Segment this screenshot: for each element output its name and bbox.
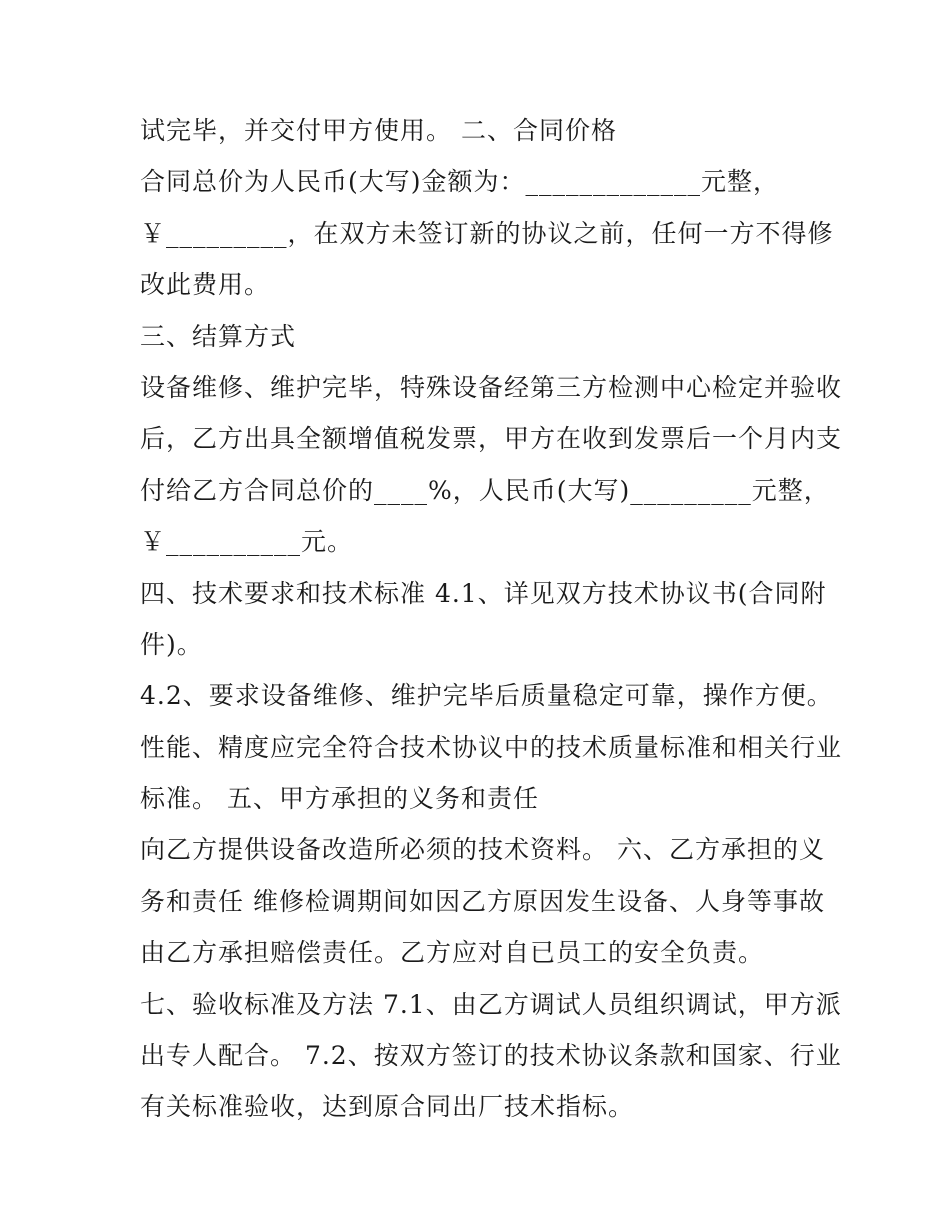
text-line: 付给乙方合同总价的____%，人民币(大写)_________元整， [140,475,830,505]
text-line: ￥_________，在双方未签订新的协议之前，任何一方不得修 [140,218,834,248]
text-line: 四、技术要求和技术标准 4.1、详见双方技术协议书(合同附 [140,578,827,608]
text-line: 合同总价为人民币(大写)金额为：_____________元整， [140,167,780,197]
text-line: 出专人配合。 7.2、按双方签订的技术协议条款和国家、行业 [140,1041,842,1071]
text-line: 设备维修、维护完毕，特殊设备经第三方检测中心检定并验收 [140,372,843,402]
text-line: 后，乙方出具全额增值税发票，甲方在收到发票后一个月内支 [140,424,843,454]
text-line: 改此费用。 [140,270,271,300]
text-line: ￥__________元。 [140,527,354,557]
text-line: 务和责任 维修检调期间如因乙方原因发生设备、人身等事故 [140,886,825,916]
text-line: 有关标准验收，达到原合同出厂技术指标。 [140,1092,635,1122]
text-line: 试完毕，并交付甲方使用。 二、合同价格 [140,116,617,145]
text-line: 由乙方承担赔偿责任。乙方应对自已员工的安全负责。 [140,938,765,968]
text-line: 向乙方提供设备改造所必须的技术资料。 六、乙方承担的义 [140,835,825,865]
text-line: 4.2、要求设备维修、维护完毕后质量稳定可靠，操作方便。 [140,681,833,711]
section-heading: 三、结算方式 [140,321,297,351]
document-body [140,105,843,1133]
text-line: 性能、精度应完全符合技术协议中的技术质量标准和相关行业 [140,732,843,762]
text-line: 七、验收标准及方法 7.1、由乙方调试人员组织调试，甲方派 [140,989,842,1019]
text-line: 标准。 五、甲方承担的义务和责任 [140,784,539,814]
text-line: 件)。 [140,629,203,659]
